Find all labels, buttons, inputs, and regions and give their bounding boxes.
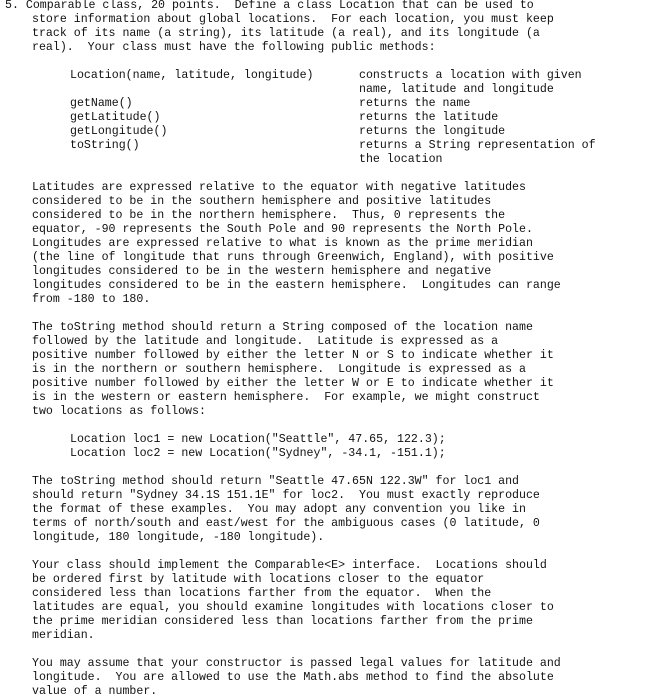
tostring-paragraph-line: positive number followed by either the letter W or E to indicate whether it [32,377,554,390]
method-description: returns the latitude [359,111,499,124]
latitudes-paragraph-line: equator, -90 represents the South Pole and 90 represents the North Pole. [32,223,533,236]
problem-intro-line: track of its name (a string), its latitude (a real), and its longitude (a [32,27,540,40]
problem-intro-line: store information about global locations. For each location, you must keep [32,13,554,26]
method-description: the location [359,153,443,166]
latitudes-paragraph-line: longitudes considered to be in the eastern hemisphere. Longitudes can range [32,279,561,292]
problem-intro-line: 5. Comparable class, 20 points. Define a class Location that can be used to [5,0,534,12]
latitudes-paragraph-line: from -180 to 180. [32,293,151,306]
latitudes-paragraph-line: longitudes considered to be in the western hemisphere and negative [32,265,492,278]
tostring-paragraph-line: is in the northern or southern hemisphere. Longitude is expressed as a [32,363,526,376]
comparable-paragraph-line: latitudes are equal, you should examine longitudes with locations closer to [32,601,554,614]
tostring-paragraph-line: The toString method should return a String composed of the location name [32,321,533,334]
comparable-paragraph-line: meridian. [32,629,95,642]
comparable-paragraph-line: be ordered first by latitude with locations closer to the equator [32,573,485,586]
comparable-paragraph-line: the prime meridian considered less than locations farther from the prime [32,615,533,628]
method-signature-tostring: toString() [70,139,140,152]
problem-intro-line: real). Your class must have the following public methods: [32,41,436,54]
expected-paragraph-line: terms of north/south and east/west for the ambiguous cases (0 latitude, 0 [32,517,540,530]
code-example-line: Location loc2 = new Location("Sydney", -34.1, -151.1); [70,447,446,460]
assume-paragraph-line: longitude. You are allowed to use the Math.abs method to find the absolute [32,671,554,684]
method-description: returns the name [359,97,471,110]
expected-paragraph-line: the format of these examples. You may adopt any convention you like in [32,503,526,516]
method-signature-constructor: Location(name, latitude, longitude) [70,69,314,82]
method-signature-getlongitude: getLongitude() [70,125,168,138]
method-description: constructs a location with given [359,69,582,82]
expected-paragraph-line: should return "Sydney 34.1S 151.1E" for loc2. You must exactly reproduce [32,489,540,502]
tostring-paragraph-line: two locations as follows: [32,405,206,418]
latitudes-paragraph-line: considered to be in the northern hemisphere. Thus, 0 represents the [32,209,506,222]
comparable-paragraph-line: considered less than locations farther from the equator. When the [32,587,492,600]
method-signature-getlatitude: getLatitude() [70,111,161,124]
tostring-paragraph-line: is in the western or eastern hemisphere. For example, we might construct [32,391,540,404]
latitudes-paragraph-line: (the line of longitude that runs through Greenwich, England), with positive [32,251,554,264]
method-description: returns the longitude [359,125,506,138]
tostring-paragraph-line: positive number followed by either the letter N or S to indicate whether it [32,349,554,362]
tostring-paragraph-line: followed by the latitude and longitude. Latitude is expressed as a [32,335,499,348]
expected-paragraph-line: The toString method should return "Seattle 47.65N 122.3W" for loc1 and [32,475,520,488]
latitudes-paragraph-line: Longitudes are expressed relative to what is known as the prime meridian [32,237,533,250]
code-example-line: Location loc1 = new Location("Seattle", 47.65, 122.3); [70,433,446,446]
method-description: name, latitude and longitude [359,83,554,96]
expected-paragraph-line: longitude, 180 longitude, -180 longitude). [32,531,325,544]
method-description: returns a String representation of [359,139,596,152]
assume-paragraph-line: You may assume that your constructor is passed legal values for latitude and [32,657,561,670]
method-signature-getname: getName() [70,97,133,110]
latitudes-paragraph-line: considered to be in the southern hemisphere and positive latitudes [32,195,492,208]
comparable-paragraph-line: Your class should implement the Comparable<E> interface. Locations should [32,559,547,572]
assume-paragraph-line: value of a number. [32,685,158,698]
latitudes-paragraph-line: Latitudes are expressed relative to the equator with negative latitudes [32,181,526,194]
